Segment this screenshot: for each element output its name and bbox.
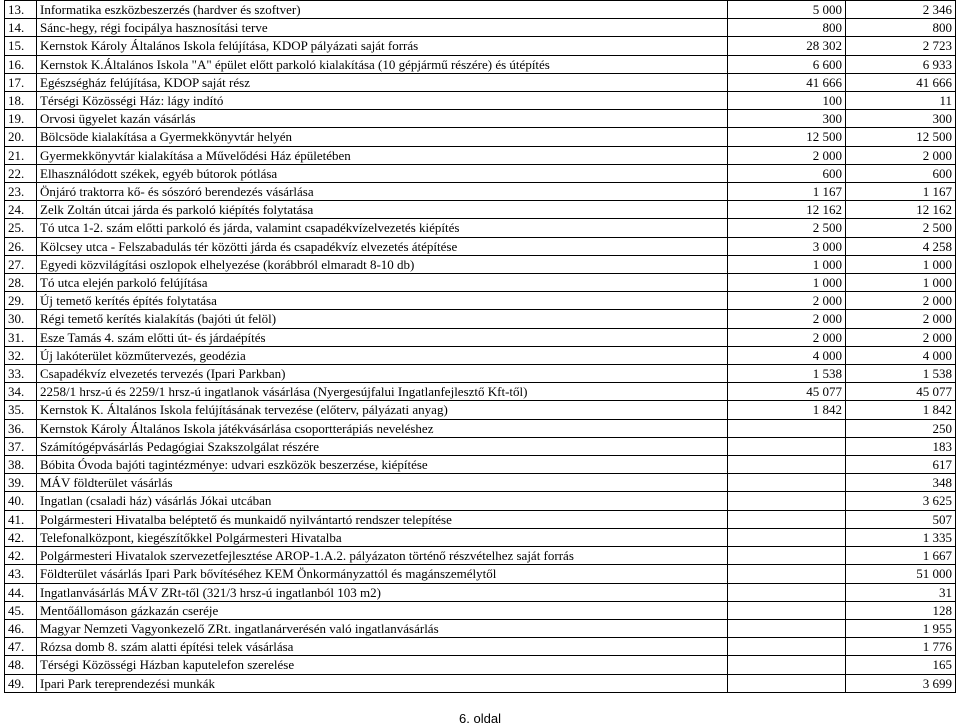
row-value-2: 12 162 [846,201,956,219]
row-value-2: 6 933 [846,55,956,73]
row-description: Ingatlanvásárlás MÁV ZRt-től (321/3 hrsz-ú ingatlanból 103 m2) [37,583,728,601]
table-row [5,492,956,510]
row-description: Esze Tamás 4. szám előtti út- és járdaépítés [37,328,728,346]
row-value-2: 2 723 [846,37,956,55]
row-description: Térségi Közösségi Ház: lágy indító [37,92,728,110]
row-value-1: 3 000 [728,237,846,255]
row-value-1: 600 [728,164,846,182]
row-description: Telefonalközpont, kiegészítőkkel Polgármesteri Hivatalba [37,528,728,546]
row-number: 26. [5,237,37,255]
row-description: Kernstok Károly Általános Iskola játékvásárlása csoportterápiás neveléshez [37,419,728,437]
row-number: 36. [5,419,37,437]
row-value-1 [728,474,846,492]
table-row [5,201,956,219]
row-value-1 [728,619,846,637]
row-number: 18. [5,92,37,110]
row-number: 14. [5,19,37,37]
table-row [5,310,956,328]
row-description: Földterület vásárlás Ipari Park bővítéséhez KEM Önkormányzattól és magánszemélytől [37,565,728,583]
row-value-2: 183 [846,437,956,455]
table-row [5,183,956,201]
table-row [5,601,956,619]
table-row [5,547,956,565]
row-value-1 [728,565,846,583]
row-value-1: 300 [728,110,846,128]
row-value-2: 1 000 [846,255,956,273]
table-body [5,1,956,693]
row-description: Tó utca elején parkoló felújítása [37,274,728,292]
row-description: 2258/1 hrsz-ú és 2259/1 hrsz-ú ingatlanok vásárlása (Nyergesújfalui Ingatlanfejlesztő Kft-től) [37,383,728,401]
row-description: Kölcsey utca - Felszabadulás tér közötti járda és csapadékvíz elvezetés átépítése [37,237,728,255]
row-value-1: 1 842 [728,401,846,419]
row-value-1 [728,656,846,674]
row-value-2: 2 000 [846,146,956,164]
row-description: Kernstok K. Általános Iskola felújításának tervezése (előterv, pályázati anyag) [37,401,728,419]
row-value-1 [728,510,846,528]
row-number: 28. [5,274,37,292]
row-description: Magyar Nemzeti Vagyonkezelő ZRt. ingatlanárverésén való ingatlanvásárlás [37,619,728,637]
row-value-2: 250 [846,419,956,437]
row-value-1: 1 538 [728,365,846,383]
row-value-2: 1 167 [846,183,956,201]
row-value-1: 1 167 [728,183,846,201]
row-number: 34. [5,383,37,401]
budget-table [4,0,956,693]
row-number: 22. [5,164,37,182]
row-number: 25. [5,219,37,237]
row-number: 17. [5,73,37,91]
table-row [5,19,956,37]
row-description: Informatika eszközbeszerzés (hardver és szoftver) [37,1,728,19]
row-value-1: 2 500 [728,219,846,237]
row-value-2: 31 [846,583,956,601]
table-row [5,365,956,383]
row-description: Ipari Park tereprendezési munkák [37,674,728,692]
row-value-1: 41 666 [728,73,846,91]
row-value-2: 4 000 [846,346,956,364]
row-number: 30. [5,310,37,328]
row-value-2: 2 346 [846,1,956,19]
row-value-1 [728,437,846,455]
table-row [5,474,956,492]
table-row [5,110,956,128]
row-number: 45. [5,601,37,619]
row-description: Kernstok K.Általános Iskola "A" épület előtt parkoló kialakítása (10 gépjármű részére) és útépítés [37,55,728,73]
row-number: 44. [5,583,37,601]
row-value-2: 348 [846,474,956,492]
row-description: Sánc-hegy, régi focipálya hasznosítási terve [37,19,728,37]
row-description: Gyermekkönyvtár kialakítása a Művelődési Ház épületében [37,146,728,164]
row-description: Új temető kerítés építés folytatása [37,292,728,310]
row-number: 19. [5,110,37,128]
row-number: 38. [5,456,37,474]
row-description: Önjáró traktorra kő- és sószóró berendezés vásárlása [37,183,728,201]
row-value-2: 600 [846,164,956,182]
row-description: Térségi Közösségi Házban kaputelefon szerelése [37,656,728,674]
row-description: Csapadékvíz elvezetés tervezés (Ipari Parkban) [37,365,728,383]
row-value-2: 2 000 [846,328,956,346]
row-number: 33. [5,365,37,383]
row-number: 39. [5,474,37,492]
row-number: 35. [5,401,37,419]
row-description: Kernstok Károly Általános Iskola felújítása, KDOP pályázati saját forrás [37,37,728,55]
row-description: Polgármesteri Hivatalba beléptető és munkaidő nyilvántartó rendszer telepítése [37,510,728,528]
table-row [5,437,956,455]
row-value-2: 2 000 [846,292,956,310]
table-row [5,619,956,637]
row-description: Mentőállomáson gázkazán cseréje [37,601,728,619]
row-number: 21. [5,146,37,164]
row-number: 23. [5,183,37,201]
row-value-1: 45 077 [728,383,846,401]
row-value-2: 51 000 [846,565,956,583]
table-row [5,346,956,364]
row-value-2: 4 258 [846,237,956,255]
row-number: 42. [5,547,37,565]
row-description: Ingatlan (csaladi ház) vásárlás Jókai utcában [37,492,728,510]
table-row [5,583,956,601]
table-row [5,55,956,73]
row-value-1: 1 000 [728,274,846,292]
row-description: Rózsa domb 8. szám alatti építési telek vásárlása [37,638,728,656]
row-value-1 [728,601,846,619]
row-value-1: 4 000 [728,346,846,364]
row-value-1: 2 000 [728,146,846,164]
table-row [5,274,956,292]
table-row [5,37,956,55]
row-value-1: 2 000 [728,328,846,346]
row-number: 20. [5,128,37,146]
table-row [5,292,956,310]
row-description: Orvosi ügyelet kazán vásárlás [37,110,728,128]
row-description: Számítógépvásárlás Pedagógiai Szakszolgálat részére [37,437,728,455]
row-value-1: 12 500 [728,128,846,146]
row-value-2: 617 [846,456,956,474]
row-value-2: 12 500 [846,128,956,146]
row-number: 46. [5,619,37,637]
table-row [5,237,956,255]
row-value-1: 2 000 [728,310,846,328]
table-row [5,383,956,401]
table-row [5,128,956,146]
row-value-2: 165 [846,656,956,674]
row-value-1 [728,674,846,692]
table-row [5,219,956,237]
row-description: Bóbita Óvoda bajóti tagintézménye: udvari eszközök beszerzése, kiépítése [37,456,728,474]
table-row [5,456,956,474]
row-value-2: 1 000 [846,274,956,292]
table-row [5,510,956,528]
row-value-1 [728,528,846,546]
row-description: Egyedi közvilágítási oszlopok elhelyezése (korábbról elmaradt 8-10 db) [37,255,728,273]
row-description: Polgármesteri Hivatalok szervezetfejlesztése AROP-1.A.2. pályázaton történő részvételhez saját forrás [37,547,728,565]
table-row [5,674,956,692]
row-value-2: 800 [846,19,956,37]
table-row [5,73,956,91]
row-value-2: 1 955 [846,619,956,637]
row-value-2: 2 000 [846,310,956,328]
table-row [5,92,956,110]
page-number: 6. oldal [459,711,501,726]
row-value-1 [728,547,846,565]
table-row [5,565,956,583]
row-value-1 [728,492,846,510]
row-number: 16. [5,55,37,73]
row-value-1: 6 600 [728,55,846,73]
row-value-1 [728,638,846,656]
row-description: MÁV földterület vásárlás [37,474,728,492]
row-value-2: 507 [846,510,956,528]
row-value-1: 800 [728,19,846,37]
row-description: Zelk Zoltán útcai járda és parkoló kiépítés folytatása [37,201,728,219]
row-value-1 [728,419,846,437]
row-value-1 [728,583,846,601]
table-row [5,656,956,674]
row-number: 27. [5,255,37,273]
row-description: Régi temető kerítés kialakítás (bajóti út felöl) [37,310,728,328]
row-number: 41. [5,510,37,528]
table-row [5,146,956,164]
row-description: Tó utca 1-2. szám előtti parkoló és járda, valamint csapadékvízelvezetés kiépítés [37,219,728,237]
row-description: Elhasználódott székek, egyéb bútorok pótlása [37,164,728,182]
row-value-1: 100 [728,92,846,110]
table-row [5,419,956,437]
row-value-2: 1 335 [846,528,956,546]
row-number: 40. [5,492,37,510]
row-value-2: 3 625 [846,492,956,510]
table-row [5,1,956,19]
row-value-2: 1 667 [846,547,956,565]
table-row [5,401,956,419]
row-value-2: 2 500 [846,219,956,237]
row-value-1: 28 302 [728,37,846,55]
row-value-1: 5 000 [728,1,846,19]
row-number: 47. [5,638,37,656]
row-number: 49. [5,674,37,692]
table-row [5,164,956,182]
row-number: 15. [5,37,37,55]
row-value-1: 1 000 [728,255,846,273]
row-value-2: 11 [846,92,956,110]
row-number: 43. [5,565,37,583]
row-value-2: 300 [846,110,956,128]
row-number: 48. [5,656,37,674]
row-value-2: 3 699 [846,674,956,692]
row-number: 37. [5,437,37,455]
table-row [5,328,956,346]
row-value-2: 41 666 [846,73,956,91]
row-value-1 [728,456,846,474]
row-number: 32. [5,346,37,364]
table-row [5,528,956,546]
row-number: 31. [5,328,37,346]
row-value-1: 12 162 [728,201,846,219]
row-value-2: 45 077 [846,383,956,401]
row-number: 13. [5,1,37,19]
row-value-2: 128 [846,601,956,619]
row-number: 29. [5,292,37,310]
row-value-1: 2 000 [728,292,846,310]
row-value-2: 1 538 [846,365,956,383]
table-row [5,638,956,656]
table-row [5,255,956,273]
row-number: 24. [5,201,37,219]
row-number: 42. [5,528,37,546]
row-value-2: 1 842 [846,401,956,419]
row-description: Bölcsöde kialakítása a Gyermekkönyvtár helyén [37,128,728,146]
row-description: Új lakóterület közműtervezés, geodézia [37,346,728,364]
row-value-2: 1 776 [846,638,956,656]
row-description: Egészségház felújítása, KDOP saját rész [37,73,728,91]
